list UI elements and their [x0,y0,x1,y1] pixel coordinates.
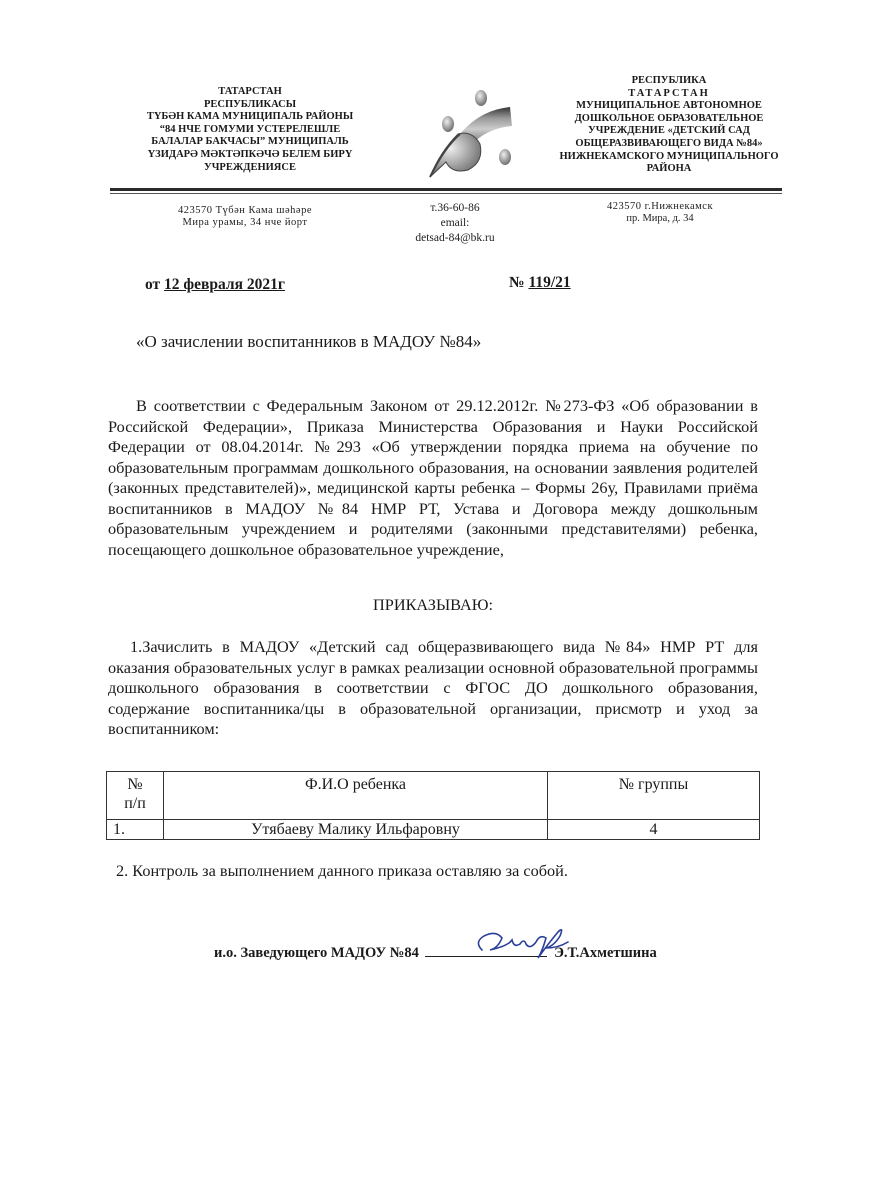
email-label: email: [440,217,470,229]
address-line: 423570 Түбән Кама шәһәре [178,205,312,216]
letterhead-line: ТАТАРСТАН [628,87,710,99]
contact-info [385,201,525,246]
letterhead-line: РЕСПУБЛИКА [631,75,707,86]
signatory-name: Э.Т.Ахметшина [554,945,657,961]
table-row [107,820,760,840]
email-address: detsad-84@bk.ru [415,232,495,244]
letterhead-line: ДОШКОЛЬНОЕ ОБРАЗОВАТЕЛЬНОЕ [574,112,764,124]
letterhead-divider [110,188,782,191]
phone: т.36-60-86 [430,202,480,214]
preamble-paragraph: В соответствии с Федеральным Законом от 29.12.2012г. №273-ФЗ «Об образовании в Российской Федерации», Приказа Министерства Образования и Науки Российской Федерации от 08.04.2014г. №293 «Об утверждении порядка приема на обучение по образовательным программам дошкольного образования, на основании заявления родителей (законных представителей)», медицинской карты ребенка – Формы 26у, Правилами приёма воспитанников в МАДОУ №84 НМР РТ, Устава и Договора между дошкольным образовательным учреждением и родителями (законными представителями) ребенка, посещающего дошкольное образовательное учреждение, [108,396,758,559]
cell-group: 4 [548,820,760,840]
address-line: 423570 г.Нижнекамск [606,201,714,212]
letterhead-line: БАЛАЛАР БАКЧАСЫ” МУНИЦИПАЛЬ [151,136,349,148]
number-value: 119/21 [528,274,571,291]
letterhead-line: ТҮБӘН КАМА МУНИЦИПАЛЬ РАЙОНЫ [146,111,354,123]
date-value: 12 февраля 2021г [164,276,285,293]
signature-block [214,944,657,962]
header-name: Ф.И.О ребенка [164,772,548,820]
letterhead-line: ҮЗИДАРӘ МӘКТӘПКӘЧӘ БЕЛЕМ БИРҮ [147,148,353,160]
signatory-title: и.о. Заведующего МАДОУ №84 [214,945,419,961]
header-text: № п/п [124,776,146,812]
letterhead-line: УЧРЕЖДЕНИЕ «ДЕТСКИЙ САД [588,125,750,137]
order-number [509,274,571,292]
handwritten-signature-icon [468,924,578,960]
date-prefix: от [145,276,165,293]
address-line: Мира урамы, 34 нче йорт [182,217,308,228]
cell-number: 1. [107,820,164,840]
letterhead-line: ОБЩЕРАЗВИВАЮЩЕГО ВИДА №84» [575,137,763,149]
table-header-row [107,772,760,820]
address-line: пр. Мира, д. 34 [626,213,694,224]
enrollment-table [106,771,760,840]
letterhead-tatar [115,86,385,174]
order-date [145,276,285,294]
letterhead-line: НИЖНЕКАМСКОГО МУНИЦИПАЛЬНОГО [559,150,779,162]
letterhead-line: РЕСПУБЛИКАСЫ [203,98,297,110]
address-tatar [150,205,340,229]
letterhead-line: МУНИЦИПАЛЬНОЕ АВТОНОМНОЕ [576,100,762,112]
letterhead-line: РАЙОНА [646,163,692,175]
order-subject: «О зачислении воспитанников в МАДОУ №84» [136,332,482,351]
header-group: № группы [548,772,760,820]
letterhead-line: УЧРЕЖДЕНИЯСЕ [204,161,296,173]
water-drops-rainbow-logo-icon [410,82,520,182]
letterhead-line: ТАТАРСТАН [218,86,282,97]
cell-name: Утябаеву Малику Ильфаровну [164,820,548,840]
letterhead-divider-thin [110,193,782,194]
point-2-paragraph: 2. Контроль за выполнением данного приказа оставляю за собой. [116,861,568,880]
letterhead-line: “84 НЧЕ ГОМУМИ УСТЕРЕЛЕШЛЕ [159,123,341,135]
order-word: ПРИКАЗЫВАЮ: [373,595,493,614]
point-1-paragraph: 1.Зачислить в МАДОУ «Детский сад общеразвивающего вида №84» НМР РТ для оказания образовательных услуг в рамках реализации основной образовательной программы дошкольного образования в соответствии с ФГОС ДО дошкольного образования, содержание воспитанника/цы в образовательной организации, присмотр и уход за воспитанником: [108,637,758,738]
letterhead-russian [538,75,800,176]
number-prefix: № [509,274,529,291]
header-number [107,772,164,820]
address-russian [580,201,740,225]
